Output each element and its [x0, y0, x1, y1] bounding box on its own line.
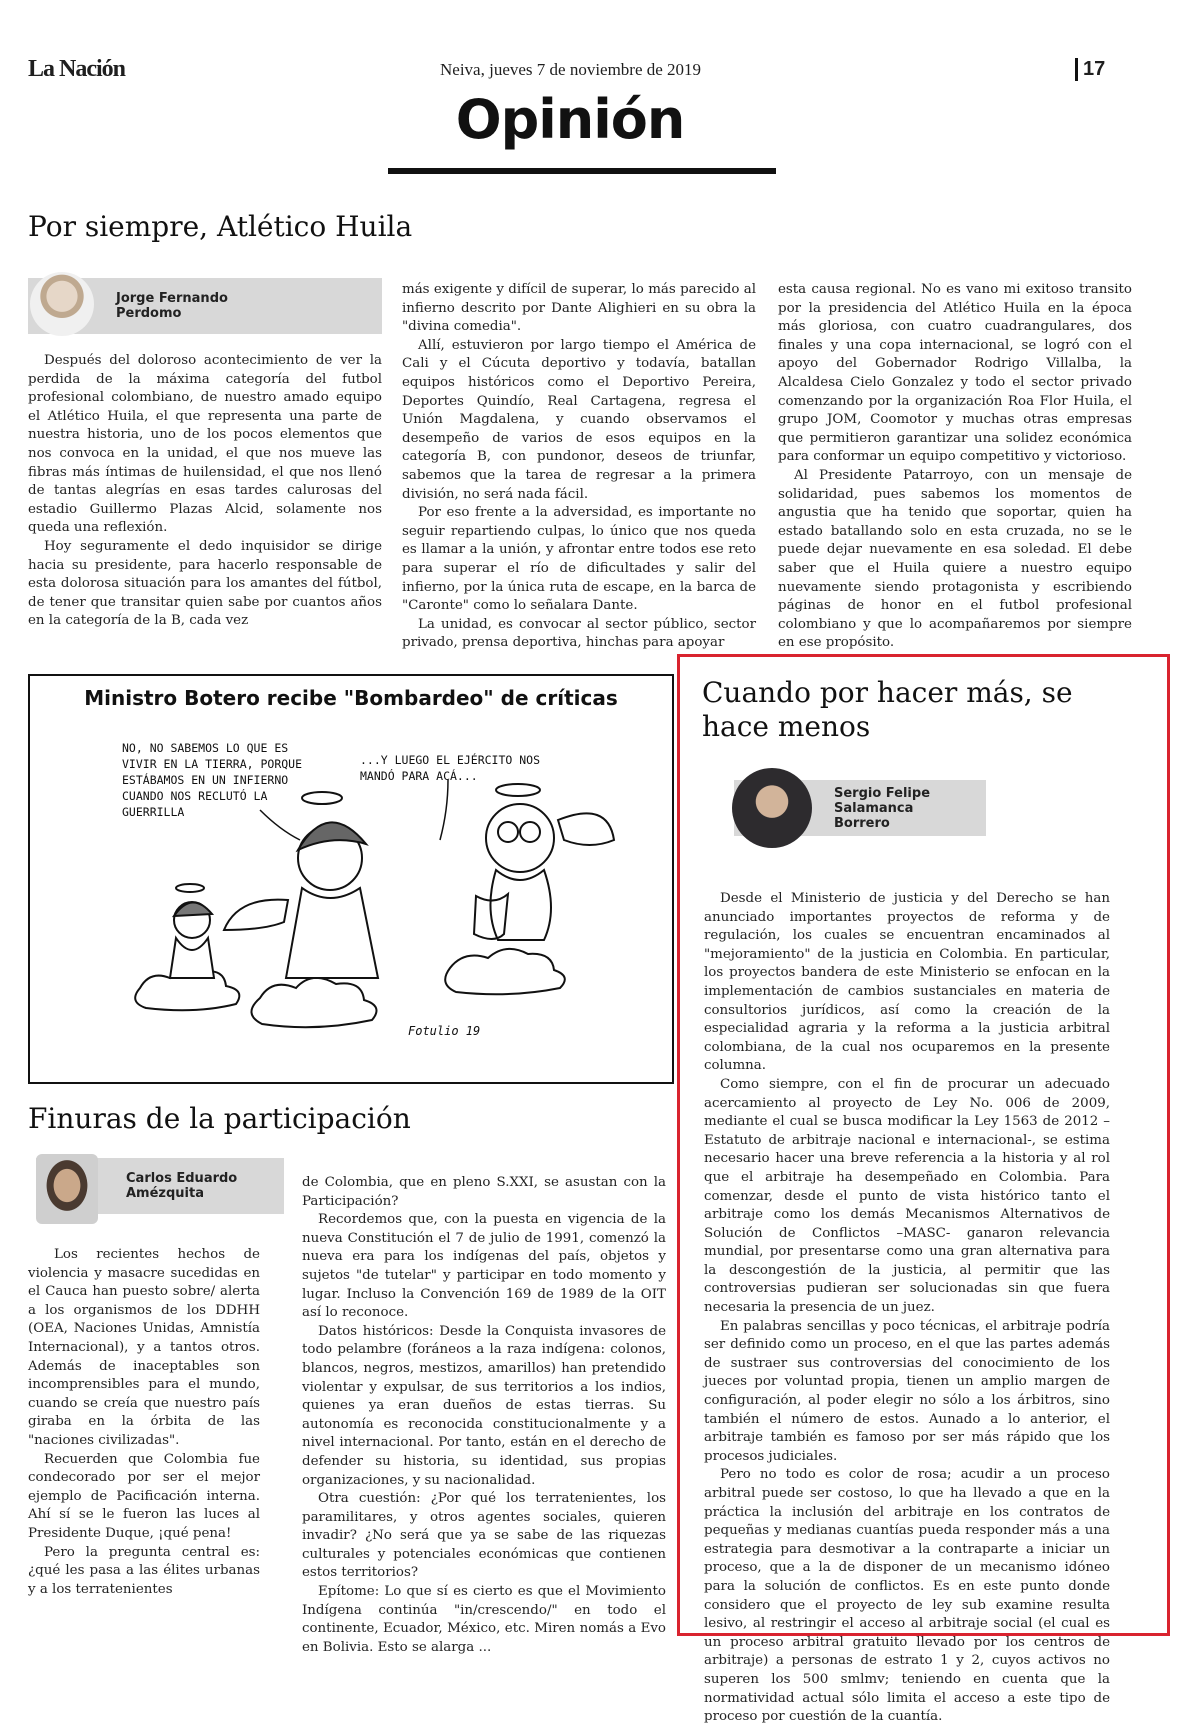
paragraph: Datos históricos: Desde la Conquista invasores de todo pelambre (foráneos a la raza indígena: colonos, blancos, negros, mestizos, amarillos) han pretendido violentar y expulsar, de sus territorios a los indios, quienes ya eran dueños de estas tierras. Su autonomía es reconocida constitucionalmente y a nivel internacional. Por tanto, están en el derecho de defender su historia, su identidad, sus propias organizaciones, y su nacionalidad. [302, 1323, 666, 1488]
paragraph: Como siempre, con el fin de procurar un adecuado acercamiento al proyecto de Ley No. 006 de 2009, mediante el cual se busca modificar la Ley 1563 de 2012 –Estatuto de arbitraje nacional e internacional-, se estima necesario hacer una breve referencia a la historia y al rol que el arbitraje ha desempeñado en Colombia. Para comenzar, desde el punto de vista histórico tanto el arbitraje como los demás Mecanismos Alternativos de Solución de Conflictos –MASC- ganaron relevancia mundial, por presentarse como una gran alternativa para la descongestión de la justicia, al permitir que las controversias pudieran ser solucionadas sin que fuera necesaria la presencia de un juez. [704, 1076, 1110, 1316]
author-photo [36, 1154, 98, 1224]
cherub-head [486, 804, 554, 872]
paragraph: Recuerden que Colombia fue condecorado por ser el mejor ejemplo de Pacificación interna. Ahí sí se le fueron las luces al Presidente Duque, ¡qué pena! [28, 1451, 260, 1541]
halo [496, 784, 540, 796]
article1-col3 [778, 281, 1132, 653]
paragraph: de Colombia, que en pleno S.XXI, se asustan con la Participación? [302, 1175, 666, 1209]
section-title: Opinión [455, 88, 685, 151]
paragraph: Allí, estuvieron por largo tiempo el América de Cali y el Cúcuta deportivo y todavía, batallan equipos históricos como el Deportivo Pereira, Deportes Quindío, Real Cartagena, regresa el Unión Magdalena, y cuando observamos el desempeño de varios de esos equipos en la categoría B, con pundonor, deseos de triunfar, sabemos que la tarea de regresar a la primera división, no será nada fácil. [402, 337, 756, 502]
paragraph: Pero la pregunta central es: ¿qué les pasa a las élites urbanas y a los terratenientes [28, 1544, 260, 1597]
article1-author: Jorge Fernando Perdomo [116, 291, 228, 321]
speech-bubble-1: NO, NO SABEMOS LO QUE ES VIVIR EN LA TIERRA, PORQUE ESTÁBAMOS EN UN INFIERNO CUANDO NOS RECLUTÓ LA GUERRILLA [122, 741, 303, 819]
article2-byline [36, 1158, 284, 1214]
article2-author: Carlos Eduardo Amézquita [126, 1171, 238, 1201]
article2-title: Finuras de la participación [28, 1102, 411, 1135]
author-photo [732, 768, 812, 848]
article1-title: Por siempre, Atlético Huila [28, 210, 413, 243]
child-cap [174, 902, 212, 916]
newspaper-logo: La Nación [28, 56, 126, 82]
paragraph: Por eso frente a la adversidad, es importante no seguir repartiendo culpas, lo único que nos queda es llamar a la unión, y afrontar entre todos ese reto para superar el río de dificultades y salir del infierno, por la única ruta de escape, en la barca de "Caronte" como lo señalara Dante. [402, 505, 756, 614]
paragraph: Otra cuestión: ¿Por qué los terratenientes, los paramilitares, y otros agentes sociales, quieren invadir? ¿No será que ya se sabe de las riquezas culturales y potenciales económicas que contienen estos territorios? [302, 1491, 666, 1581]
cartoon-signature: Fotulio 19 [408, 1024, 481, 1038]
article3-body [704, 890, 1110, 1727]
article2-col1 [28, 1246, 260, 1599]
article3-title: Cuando por hacer más, se hace menos [702, 676, 1073, 743]
paragraph: Después del doloroso acontecimiento de ver la perdida de la máxima categoría del futbol profesional colombiano, de nuestro amado equipo el Atlético Huila, el que representa una parte de nuestra historia, uno de los pocos elementos que nos convoca en la unidad, el que nos mueve las fibras más íntimas de huilensidad, el que nos llenó de tantas alegrías en esas tardes calurosas del estadio Guillermo Plazas Alcid, solamente nos queda una reflexión. [28, 353, 382, 536]
paragraph: Desde el Ministerio de justicia y del Derecho se han anunciado importantes proyectos de reforma y de regulación, los cuales se encuentran encaminados al "mejoramiento" de la justicia en Colombia. En particular, los proyectos bandera de este Ministerio se enfocan en la implementación de cambios sustanciales en materia de consultorios jurídicos, así como la creación de la especialidad agraria y la reforma a la justicia arbitral colombiana, de la cual nos ocuparemos en la presente columna. [704, 891, 1110, 1074]
bubble-pointer [440, 780, 448, 840]
speech-bubble-2: ...Y LUEGO EL EJÉRCITO NOS MANDÓ PARA ACÁ... [360, 753, 541, 783]
article1-col2 [402, 281, 756, 653]
article2-col2 [302, 1174, 666, 1657]
cherub-eye [498, 822, 518, 842]
paragraph: Hoy seguramente el dedo inquisidor se dirige hacia su presidente, para hacerlo responsable de esta dolorosa situación para los amantes del fútbol, de tener que transitar quien sabe por cuantos años en la categoría de la B, cada vez [28, 538, 382, 629]
paragraph: esta causa regional. No es vano mi exitoso transito por la presidencia del Atlético Huila en la época más gloriosa, con cuatro cuadrangulares, dos finales y una copa internacional, se logró con el apoyo del Gobernador Rodrigo Villalba, la Alcaldesa Cielo Gonzalez y todo el sector privado comenzando por la organización Roa Flor Huila, el grupo JOM, Coomotor y muchas otras empresas que permitieron garantizar una solidez económica para conformar un equipo competitivo y victorioso. [778, 282, 1132, 465]
cherub-body [490, 870, 551, 940]
cloud-middle [251, 978, 376, 1027]
cloud-right [445, 949, 565, 994]
paragraph: Al Presidente Patarroyo, con un mensaje de solidaridad, pues sabemos los momentos de angustia que ha tenido que soportar, quien ha estado batallando solo en esta cruzada, no se le puede dejar nuevamente en esa soledad. El debe saber que el Huila quiere a nuestro equipo nuevamente siendo protagonista y escribiendo páginas de honor en el futbol profesional colombiano y que lo acompañaremos por siempre en ese propósito. [778, 467, 1132, 651]
cherub-eye [520, 822, 540, 842]
paragraph: Pero no todo es color de rosa; acudir a un proceso arbitral puede ser costoso, lo que ha llevado a que en la práctica la inclusión del arbitraje en los contratos de pequeñas y medianas cuantías pueda responder más a una estrategia para desmotivar a la contraparte a iniciar un proceso, que a la de disponer de un mecanismo idóneo para la solución de conflictos. Es en este punto donde considero que el proyecto de ley sub examine resulta lesivo, al restringir el acceso al arbitraje social (el cual es un proceso arbitral gratuito llevado por los centros de arbitraje) a personas de estrato 1 y 2, cuyos activos no superen los 500 smlmv; teniendo en cuenta que la normatividad actual sólo limita el acceso a este tipo de proceso por cuestión de la cuantía. [704, 1467, 1110, 1725]
soldier-body [286, 888, 378, 978]
page-number: 17 [1075, 58, 1105, 81]
article3-byline [734, 780, 986, 836]
paragraph: más exigente y difícil de superar, lo más parecido al infierno descrito por Dante Alighieri en su obra la "divina comedia". [402, 282, 756, 335]
paragraph: Los recientes hechos de violencia y masacre sucedidas en el Cauca han puesto sobre/ alerta a los organismos de los DDHH (OEA, Naciones Unidas, Amnistía Internacional), y a tantos otros. Además de inaceptables son incomprensibles para el mundo, cuando se creía que nuestro país giraba en la órbita de las "naciones civilizadas". [28, 1247, 260, 1448]
dateline: Neiva, jueves 7 de noviembre de 2019 [440, 60, 702, 79]
section-rule [388, 168, 776, 174]
cherub-wing [558, 813, 614, 845]
article3-author: Sergio Felipe Salamanca Borrero [834, 785, 931, 831]
cartoon [28, 674, 674, 1084]
paragraph: Epítome: Lo que sí es cierto es que el Movimiento Indígena continúa "in/crescendo/" en todo el continente, Ecuador, México, etc. Miren nomás a Evo en Bolivia. Esto se alarga ... [302, 1584, 666, 1655]
halo [176, 884, 204, 892]
cartoon-title: Ministro Botero recibe "Bombardeo" de críticas [84, 686, 618, 710]
author-photo [30, 272, 94, 336]
paragraph: En palabras sencillas y poco técnicas, el arbitraje podría ser definido como un proceso, en el que las partes además de sustraer sus controversias del conocimiento de los jueces por voluntad propia, tienen un amplio margen de configuración, al poder elegir no sólo a los árbitros, sino también el número de estos. Aunado a lo anterior, el arbitraje también es famoso por ser más rápido que los procesos judiciales. [704, 1318, 1110, 1464]
paragraph: La unidad, es convocar al sector público, sector privado, prensa deportiva, hinchas para apoyar [402, 616, 756, 651]
soldier-wing [224, 900, 288, 930]
paragraph: Recordemos que, con la puesta en vigencia de la nueva Constitución el 7 de julio de 1991, comenzó la nueva era para los indígenas del país, objetos y sujetos "de tutelar" y participar en todo momento y lugar. Incluso la Convención 169 de 1989 de la OIT así lo reconoce. [302, 1212, 666, 1321]
article1-byline [28, 278, 382, 334]
child-body [170, 938, 214, 978]
article1-col1 [28, 352, 382, 631]
